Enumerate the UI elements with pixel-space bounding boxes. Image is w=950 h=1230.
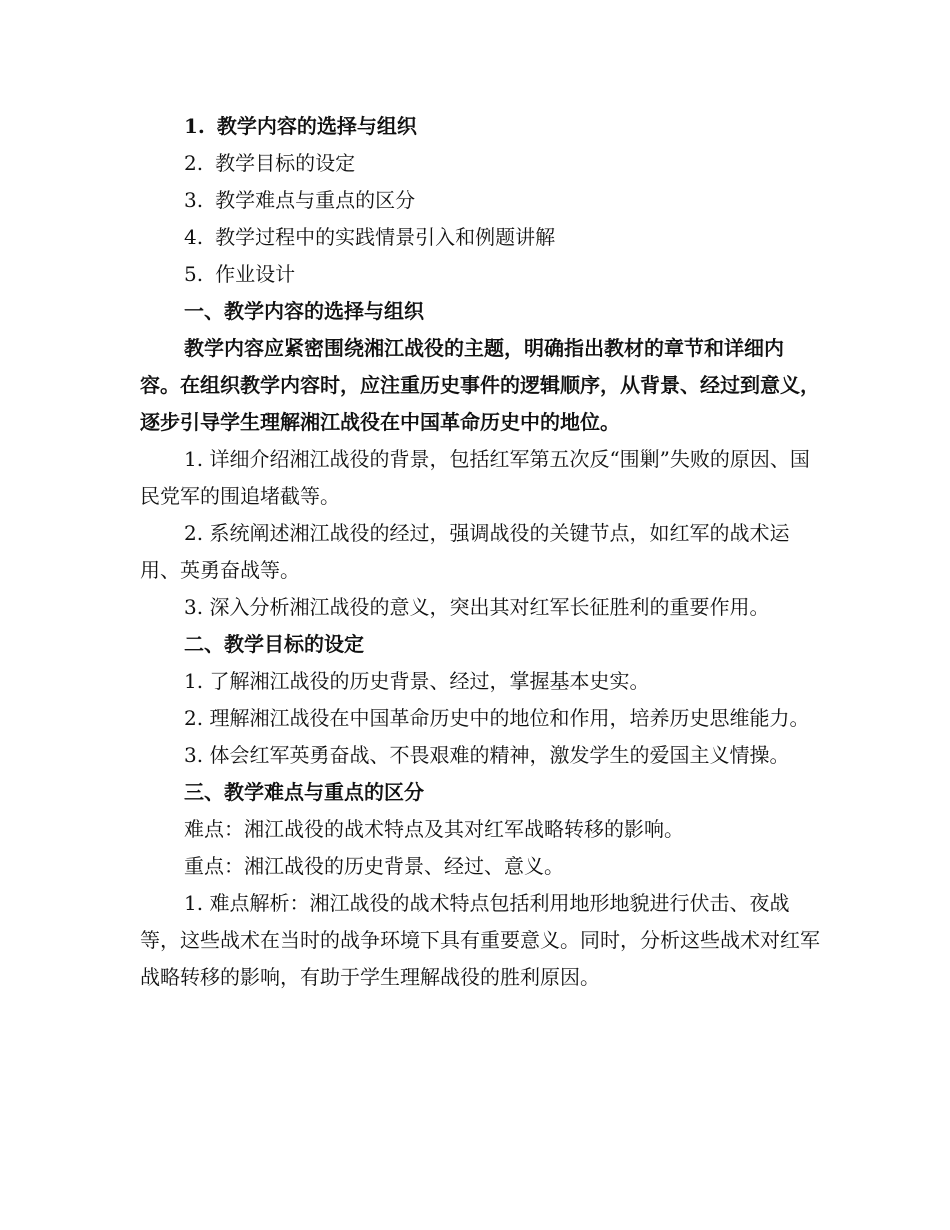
- toc-item-text: 教学目标的设定: [215, 151, 356, 175]
- section-difficulty-focus: [140, 774, 820, 996]
- list-item: 2. 系统阐述湘江战役的经过，强调战役的关键节点，如红军的战术运用、英勇奋战等。: [140, 521, 790, 582]
- toc-item-number: 2.: [184, 151, 204, 175]
- list-item: 1. 了解湘江战役的历史背景、经过，掌握基本史实。: [184, 669, 650, 693]
- toc-item: [140, 219, 820, 256]
- section-heading: 二、教学目标的设定: [184, 632, 364, 656]
- toc-item-number: 1.: [184, 114, 205, 138]
- document-page: [140, 108, 820, 996]
- list-item: 3. 深入分析湘江战役的意义，突出其对红军长征胜利的重要作用。: [184, 595, 770, 619]
- section-heading: 三、教学难点与重点的区分: [184, 780, 424, 804]
- toc-item: [140, 108, 820, 145]
- toc-item-text: 教学难点与重点的区分: [215, 188, 416, 212]
- focus-statement: 重点：湘江战役的历史背景、经过、意义。: [184, 854, 564, 878]
- list-item: 1. 难点解析：湘江战役的战术特点包括利用地形地貌进行伏击、夜战等，这些战术在当时的战争环境下具有重要意义。同时，分析这些战术对红军战略转移的影响，有助于学生理解战役的胜利原因。: [140, 891, 820, 989]
- section-content-selection: [140, 293, 820, 626]
- list-item: 1. 详细介绍湘江战役的背景，包括红军第五次反“围剿”失败的原因、国民党军的围追堵截等。: [140, 447, 810, 508]
- toc-item-number: 4.: [184, 225, 204, 249]
- toc-item: [140, 256, 820, 293]
- toc-item: [140, 145, 820, 182]
- difficulty-statement: 难点：湘江战役的战术特点及其对红军战略转移的影响。: [184, 817, 684, 841]
- list-item: 2. 理解湘江战役在中国革命历史中的地位和作用，培养历史思维能力。: [184, 706, 810, 730]
- section-intro-paragraph: 教学内容应紧密围绕湘江战役的主题，明确指出教材的章节和详细内容。在组织教学内容时，应注重历史事件的逻辑顺序，从背景、经过到意义，逐步引导学生理解湘江战役在中国革命历史中的地位。: [140, 336, 820, 434]
- toc-item-text: 教学内容的选择与组织: [216, 114, 417, 138]
- table-of-contents: [140, 108, 820, 293]
- toc-item-text: 作业设计: [215, 262, 296, 286]
- toc-item-number: 3.: [184, 188, 204, 212]
- toc-item: [140, 182, 820, 219]
- toc-item-number: 5.: [184, 262, 204, 286]
- section-heading: 一、教学内容的选择与组织: [184, 299, 424, 323]
- toc-item-text: 教学过程中的实践情景引入和例题讲解: [215, 225, 556, 249]
- list-item: 3. 体会红军英勇奋战、不畏艰难的精神，激发学生的爱国主义情操。: [184, 743, 790, 767]
- section-teaching-goals: [140, 626, 820, 774]
